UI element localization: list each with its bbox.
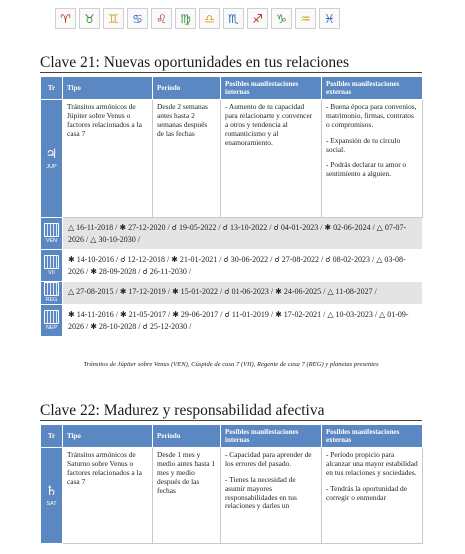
periodo-cell: Desde 2 semanas antes hasta 2 semanas después de las fechas: [153, 100, 221, 218]
date-row: [41, 250, 423, 282]
externas-item: - Expansión de tu círculo social.: [326, 135, 401, 154]
pisces-icon[interactable]: ♓: [319, 8, 340, 29]
dates-list: △ 27-08-2015 / ✱ 17-12-2019 / ✱ 15-01-2022 / ☌ 01-06-2023 / ✱ 24-06-2025 / △ 11-08-2027 /: [63, 282, 423, 305]
cancer-icon[interactable]: ♋: [127, 8, 148, 29]
date-label-cell: [41, 218, 63, 250]
header-tipo: Tipo: [63, 77, 153, 100]
planet-cell: [41, 448, 63, 544]
virgo-icon[interactable]: ♍: [175, 8, 196, 29]
externas-item: - Podrás declarar tu amor o sentimiento a alguien.: [326, 160, 407, 179]
tipo-cell: Tránsitos armónicos de Júpiter sobre Venus o factores relacionados a la casa 7: [63, 100, 153, 218]
scorpio-icon[interactable]: ♏: [223, 8, 244, 29]
jupiter-icon: ♃: [45, 147, 58, 162]
date-label-cell: [41, 250, 63, 282]
header-internas: Posibles manifestaciones internas: [221, 77, 322, 100]
externas-item: - Período propicio para alcanzar una mayor estabilidad en tus relaciones y sociedades.: [326, 450, 418, 477]
libra-icon[interactable]: ♎: [199, 8, 220, 29]
planet-cell: [41, 100, 63, 218]
header-row: [41, 425, 423, 448]
internas-item: - Capacidad para aprender de los errores del pasado.: [225, 450, 312, 468]
header-periodo: Período: [153, 77, 221, 100]
planet-label: SAT: [46, 500, 57, 507]
externas-item: - Buena época para convenios, matrimonio, firmas, contratos o compromisos.: [326, 102, 417, 129]
date-label: NEP: [45, 324, 58, 331]
capricorn-icon[interactable]: ♑: [271, 8, 292, 29]
leo-icon[interactable]: ♌: [151, 8, 172, 29]
calendar-icon[interactable]: [44, 255, 59, 269]
calendar-icon[interactable]: [44, 223, 59, 237]
calendar-icon[interactable]: [44, 310, 59, 324]
zodiac-bar: [55, 8, 340, 29]
internas-item: - Tienes la necesidad de asumir mayores responsabilidades en tus relaciones y darles un: [225, 474, 297, 511]
dates-list: △ 16-11-2018 / ✱ 27-12-2020 / ☌ 19-05-2022 / ☌ 13-10-2022 / ☌ 04-01-2023 / ✱ 02-06-2024 / △ 07-07-2026 / △ 30-10-2030 /: [63, 218, 423, 250]
header-externas: Posibles manifestaciones externas: [322, 425, 423, 448]
clave22-divider: [40, 420, 422, 421]
clave21-caption: Tránsitos de Júpiter sobre Venus (VEN), Cúspide de casa 7 (VII), Regente de casa 7 (REG) y planetas presentes: [83, 361, 379, 368]
planet-label: JUP: [46, 163, 57, 170]
externas-item: - Tendrás la oportunidad de corregir o enmendar: [326, 483, 408, 502]
taurus-icon[interactable]: ♉: [79, 8, 100, 29]
externas-cell: [322, 448, 423, 544]
clave21-table: [40, 76, 423, 337]
table-row: [41, 100, 423, 218]
internas-cell: [221, 448, 322, 544]
date-row: [41, 218, 423, 250]
tipo-cell: Tránsitos armónicos de Saturno sobre Venus o factores relacionados a la casa 7: [63, 448, 153, 544]
header-internas: Posibles manifestaciones internas: [221, 425, 322, 448]
date-label-cell: [41, 305, 63, 337]
date-label-cell: [41, 282, 63, 305]
saturn-icon: ♄: [45, 484, 58, 499]
gemini-icon[interactable]: ♊: [103, 8, 124, 29]
internas-cell: - Aumento de tu capacidad para relacionarte y convencer a otros y tendencia al romanticismo y al enamoramiento.: [221, 100, 322, 218]
externas-cell: [322, 100, 423, 218]
header-tr: Tr: [41, 77, 63, 100]
calendar-icon[interactable]: [44, 282, 59, 296]
clave21-divider: [40, 72, 422, 73]
periodo-cell: Desde 1 mes y medio antes hasta 1 mes y medio después de las fechas: [153, 448, 221, 544]
date-label: REG: [45, 297, 58, 304]
table-row: [41, 448, 423, 544]
sagittarius-icon[interactable]: ♐: [247, 8, 268, 29]
aquarius-icon[interactable]: ♒: [295, 8, 316, 29]
date-label: VII: [48, 270, 55, 277]
header-externas: Posibles manifestaciones externas: [322, 77, 423, 100]
aries-icon[interactable]: ♈: [55, 8, 76, 29]
date-label: VEN: [45, 237, 58, 244]
clave22-table: [40, 424, 423, 544]
dates-list: ✱ 14-11-2016 / ✱ 21-05-2017 / ✱ 29-06-2017 / ☌ 11-01-2019 / ✱ 17-02-2021 / △ 10-03-2023 / △ 01-09-2026 / ✱ 28-10-2028 / ☌ 25-12-2030 /: [63, 305, 423, 337]
header-tipo: Tipo: [63, 425, 153, 448]
date-row: [41, 282, 423, 305]
dates-list: ✱ 14-10-2016 / ☌ 12-12-2018 / ✱ 21-01-2021 / ☌ 30-06-2022 / ☌ 27-08-2022 / ☌ 08-02-2023 / △ 03-08-2026 / ✱ 28-09-2028 / ☌ 26-11-2030 /: [63, 250, 423, 282]
date-row: [41, 305, 423, 337]
header-row: [41, 77, 423, 100]
clave21-title: Clave 21: Nuevas oportunidades en tus relaciones: [40, 54, 350, 71]
header-tr: Tr: [41, 425, 63, 448]
clave22-title: Clave 22: Madurez y responsabilidad afectiva: [40, 402, 325, 419]
header-periodo: Período: [153, 425, 221, 448]
